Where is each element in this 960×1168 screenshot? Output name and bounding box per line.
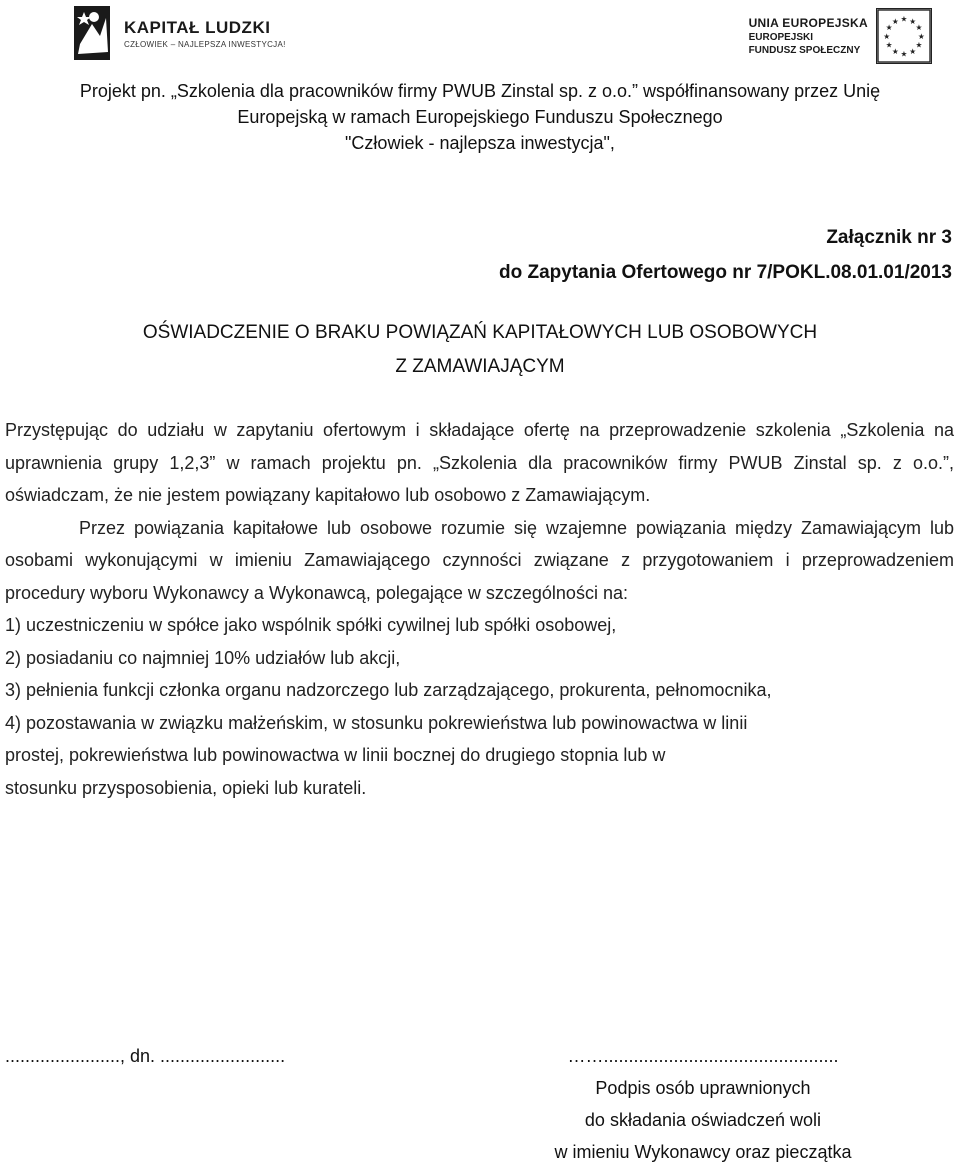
project-line-2: Europejską w ramach Europejskiego Funduszu Społecznego — [237, 107, 723, 127]
svg-text:★: ★ — [915, 23, 923, 33]
list-item-continuation: stosunku przysposobienia, opieki lub kurateli. — [5, 777, 367, 798]
list-item: 3) pełnienia funkcji członka organu nadzorczego lub zarządzającego, prokurenta, pełnomocnika, — [5, 680, 772, 700]
kapital-ludzki-logo — [70, 4, 286, 62]
kapital-ludzki-emblem-icon — [70, 4, 114, 62]
annex-heading — [499, 220, 952, 290]
place-date-field: ......................., dn. ......................... — [5, 1046, 286, 1066]
list-item: 1) uczestniczeniu w spółce jako wspólnik spółki cywilnej lub spółki osobowej, — [5, 615, 617, 635]
svg-text:★: ★ — [900, 49, 908, 59]
svg-text:★: ★ — [909, 46, 917, 56]
eu-logo-fund-line1: EUROPEJSKI — [748, 31, 814, 43]
definition-paragraph: Przez powiązania kapitałowe lub osobowe rozumie się wzajemne powiązania między Zamawiającym lub osobami wykonującymi w imieniu Zamawiającego czynności związane z przygotowaniem i przeprowadzeniem procedury wyboru Wykonawcy a Wykonawcą, polegające w szczególności na: — [5, 517, 954, 603]
signature-caption-1: Podpis osób uprawnionych — [595, 1078, 811, 1098]
title-line-1: OŚWIADCZENIE O BRAKU POWIĄZAŃ KAPITAŁOWYCH LUB OSOBOWYCH — [142, 322, 818, 343]
svg-text:★: ★ — [891, 46, 899, 56]
project-description — [0, 78, 960, 156]
svg-text:★: ★ — [883, 31, 891, 41]
svg-text:★: ★ — [885, 23, 893, 33]
left-logo-title: KAPITAŁ LUDZKI — [124, 17, 271, 37]
header — [0, 0, 960, 72]
svg-text:★: ★ — [885, 40, 893, 50]
title-line-2: Z ZAMAWIAJĄCYM — [395, 356, 565, 377]
svg-text:★: ★ — [909, 16, 917, 26]
signature-block — [510, 1040, 896, 1168]
left-logo-subtitle: CZŁOWIEK – NAJLEPSZA INWESTYCJA! — [124, 39, 286, 49]
list-item: 4) pozostawania w związku małżeńskim, w stosunku pokrewieństwa lub powinowactwa w linii — [5, 712, 748, 733]
project-line-3: "Człowiek - najlepsza inwestycja", — [345, 133, 615, 153]
declaration-paragraph: Przystępując do udziału w zapytaniu ofertowym i składające ofertę na przeprowadzenie szkolenia „Szkolenia na uprawnienia grupy 1,2,3” w ramach projektu pn. „Szkolenia dla pracowników firmy PWUB Zinstal sp. z o.o.”, oświadczam, że nie jestem powiązany kapitałowo lub osobowo z Zamawiającym. — [5, 420, 954, 505]
project-line-1: Projekt pn. „Szkolenia dla pracowników firmy PWUB Zinstal sp. z o.o.” współfinansowany przez Unię — [79, 81, 881, 101]
eu-logo-fund-line2: FUNDUSZ SPOŁECZNY — [748, 44, 861, 56]
signature-caption-3: w imieniu Wykonawcy oraz pieczątka — [554, 1142, 852, 1162]
declaration-body — [5, 414, 954, 804]
document-title — [0, 316, 960, 384]
list-item-continuation: prostej, pokrewieństwa lub powinowactwa w linii bocznej do drugiego stopnia lub w — [5, 745, 666, 765]
svg-text:★: ★ — [917, 31, 925, 41]
svg-text:★: ★ — [891, 16, 899, 26]
signature-caption-2: do składania oświadczeń woli — [584, 1110, 822, 1130]
eu-logo — [749, 8, 932, 64]
svg-text:★: ★ — [900, 14, 908, 24]
annex-reference: do Zapytania Ofertowego nr 7/POKL.08.01.01/2013 — [499, 262, 952, 283]
eu-logo-title: UNIA EUROPEJSKA — [748, 15, 868, 30]
list-item: 2) posiadaniu co najmniej 10% udziałów lub akcji, — [5, 647, 401, 668]
annex-number: Załącznik nr 3 — [826, 227, 952, 248]
signature-line: ……............................................... — [567, 1046, 839, 1066]
eu-flag-icon — [876, 8, 932, 64]
svg-text:★: ★ — [915, 40, 923, 50]
